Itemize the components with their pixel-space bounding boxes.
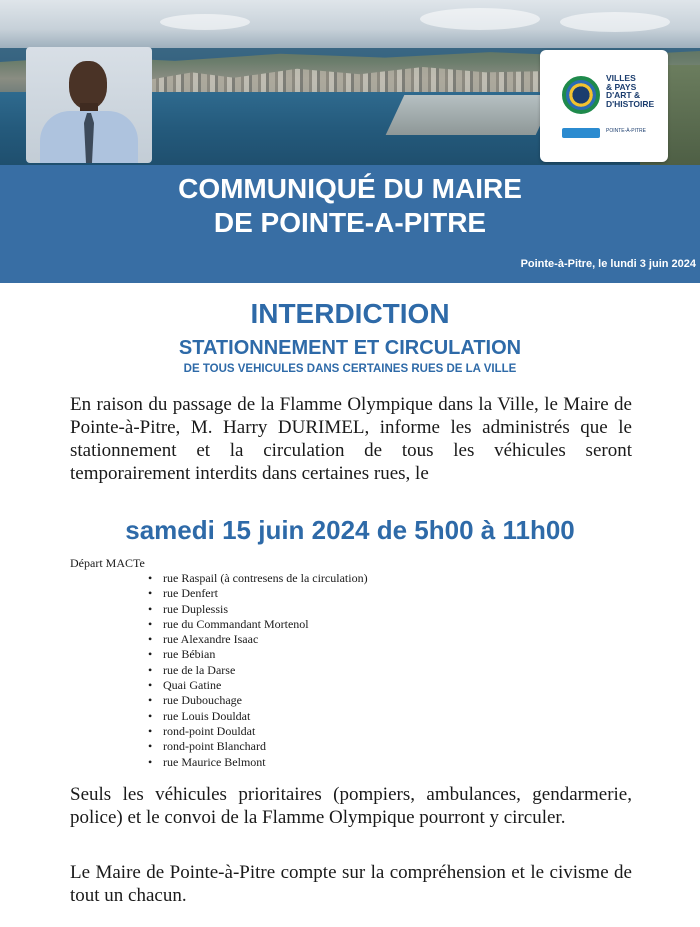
list-item: • rue Bébian <box>148 647 368 662</box>
departure-label: Départ MACTe <box>70 556 145 570</box>
closing-paragraph: Le Maire de Pointe-à-Pitre compte sur la compréhension et le civisme de tout un chacun. <box>70 862 632 906</box>
logo-text: VILLES & PAYS D'ART & D'HISTOIRE <box>606 73 655 109</box>
notice-heading: INTERDICTION <box>250 298 450 329</box>
list-item: • rue Duplessis <box>148 602 368 617</box>
list-item: • rue Dubouchage <box>148 693 368 708</box>
list-item: • rue du Commandant Mortenol <box>148 617 368 632</box>
priority-paragraph: Seuls les véhicules prioritaires (pompiers, ambulances, gendarmerie, police) et le convoi de la Flamme Olympique pourront y circuler. <box>70 784 632 828</box>
list-item: • rond-point Blanchard <box>148 739 368 754</box>
list-item: • rue Alexandre Isaac <box>148 632 368 647</box>
dateline: Pointe-à-Pitre, le lundi 3 juin 2024 <box>520 258 696 270</box>
list-item: • rue Raspail (à contresens de la circulation) <box>148 571 368 586</box>
list-item: • rond-point Douldat <box>148 724 368 739</box>
logo-subtext: POINTE-À-PITRE <box>606 128 647 134</box>
list-item: • rue Maurice Belmont <box>148 755 368 770</box>
cloud <box>160 14 250 30</box>
city-emblem-icon <box>562 76 600 114</box>
street-list <box>148 571 368 770</box>
header-banner-photo <box>0 0 700 165</box>
villes-pays-art-histoire-logo <box>540 50 668 162</box>
list-item: • Quai Gatine <box>148 678 368 693</box>
cloud <box>560 12 670 32</box>
logo-strip <box>562 128 600 138</box>
list-item: • rue de la Darse <box>148 663 368 678</box>
list-item: • rue Louis Douldat <box>148 709 368 724</box>
notice-subsubheading: DE TOUS VEHICULES DANS CERTAINES RUES DE LA VILLE <box>183 363 517 375</box>
notice-subheading: STATIONNEMENT ET CIRCULATION <box>178 337 522 359</box>
event-date: samedi 15 juin 2024 de 5h00 à 11h00 <box>125 515 575 545</box>
list-item: • rue Denfert <box>148 586 368 601</box>
cloud <box>420 8 540 30</box>
harbor-pier <box>386 95 555 135</box>
mayor-portrait <box>26 47 152 163</box>
page-title: COMMUNIQUÉ DU MAIRE DE POINTE-A-PITRE <box>178 173 522 238</box>
portrait-head <box>69 61 107 109</box>
intro-paragraph: En raison du passage de la Flamme Olympique dans la Ville, le Maire de Pointe-à-Pitre, M. Harry DURIMEL, informe les administrés que le stationnement et la circulation de tous les véhicules seront temporairement interdits dans certaines rues, le <box>70 394 632 484</box>
